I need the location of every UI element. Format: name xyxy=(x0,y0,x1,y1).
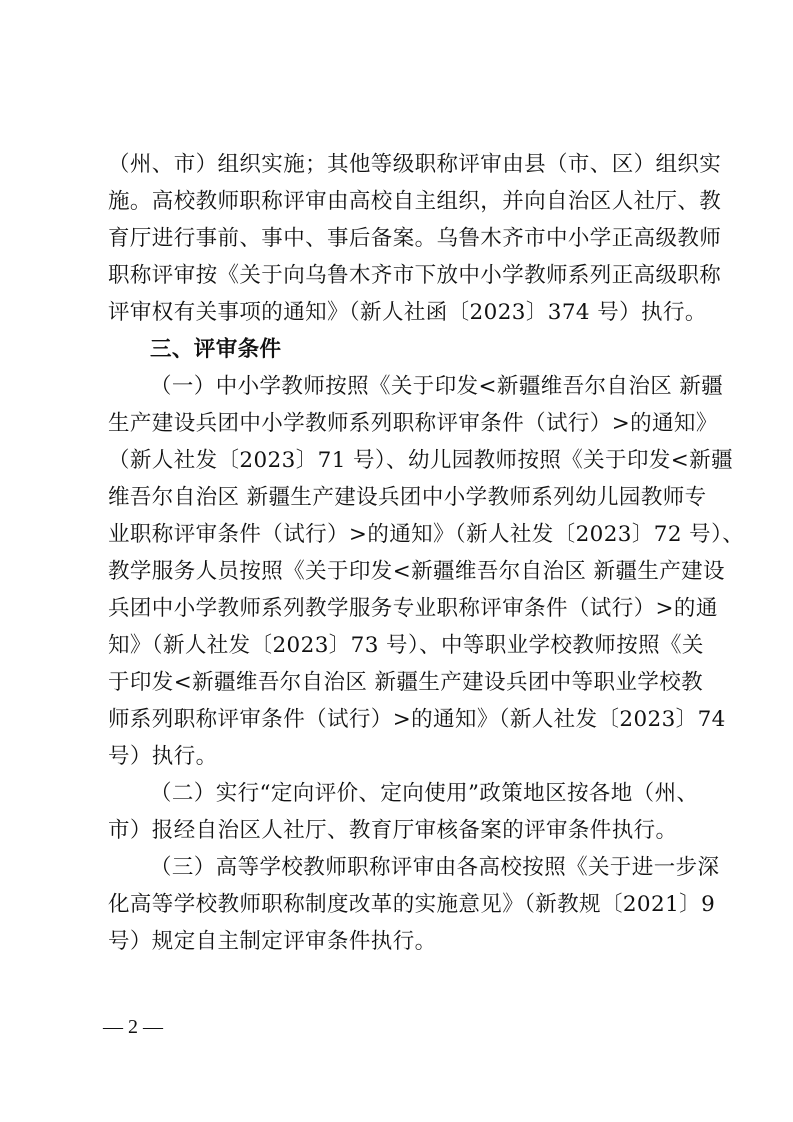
body-line: 施。高校教师职称评审由高校自主组织，并向自治区人社厅、教 xyxy=(108,189,722,214)
body-line: 号）规定自主制定评审条件执行。 xyxy=(108,929,437,954)
body-line: 育厅进行事前、事中、事后备案。乌鲁木齐市中小学正高级教师 xyxy=(108,226,722,251)
body-line: 生产建设兵团中小学教师系列职称评审条件（试行）>的通知》 xyxy=(108,411,718,436)
body-line: 化高等学校教师职称制度改革的实施意见》（新教规〔2021〕9 xyxy=(108,892,716,917)
body-line: 评审权有关事项的通知》（新人社函〔2023〕374 号）执行。 xyxy=(108,300,707,325)
body-line: 号）执行。 xyxy=(108,744,218,769)
page-number: — 2 — xyxy=(103,1016,163,1038)
body-line: 知》（新人社发〔2023〕73 号）、中等职业学校教师按照《关 xyxy=(108,633,704,658)
body-line: 教学服务人员按照《关于印发<新疆维吾尔自治区 新疆生产建设 xyxy=(108,559,725,584)
body-line: （二）实行“定向评价、定向使用”政策地区按各地（州、 xyxy=(150,781,699,806)
body-line: 于印发<新疆维吾尔自治区 新疆生产建设兵团中等职业学校教 xyxy=(108,670,704,695)
body-line: （一）中小学教师按照《关于印发<新疆维吾尔自治区 新疆 xyxy=(150,374,724,399)
body-line: （三）高等学校教师职称评审由各高校按照《关于进一步深 xyxy=(150,855,720,880)
body-line: 职称评审按《关于向乌鲁木齐市下放中小学教师系列正高级职称 xyxy=(108,263,722,288)
body-line: 维吾尔自治区 新疆生产建设兵团中小学教师系列幼儿园教师专 xyxy=(108,485,707,510)
body-line: 市）报经自治区人社厅、教育厅审核备案的评审条件执行。 xyxy=(108,818,678,843)
body-line: 师系列职称评审条件（试行）>的通知》（新人社发〔2023〕74 xyxy=(108,707,726,732)
body-line: 业职称评审条件（试行）>的通知》（新人社发〔2023〕72 号）、 xyxy=(108,522,745,547)
section-heading: 三、评审条件 xyxy=(150,337,282,362)
body-line: （州、市）组织实施；其他等级职称评审由县（市、区）组织实 xyxy=(108,152,722,177)
body-line: 兵团中小学教师系列教学服务专业职称评审条件（试行）>的通 xyxy=(108,596,718,621)
body-line: （新人社发〔2023〕71 号）、幼儿园教师按照《关于印发<新疆 xyxy=(108,448,733,473)
